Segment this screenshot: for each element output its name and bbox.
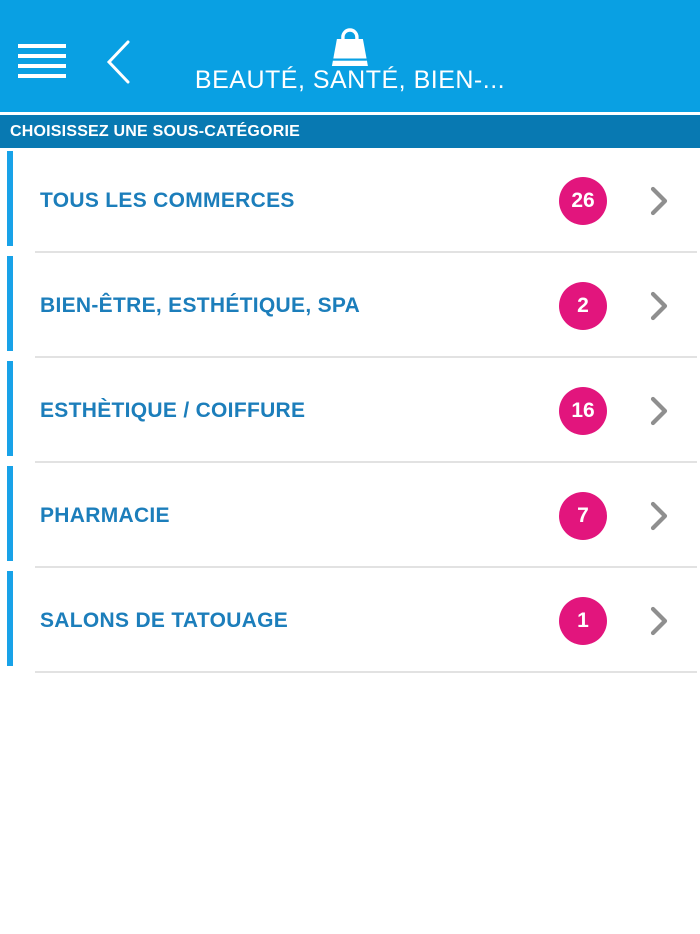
- accent-bar: [7, 466, 13, 561]
- count-badge: 26: [559, 177, 607, 225]
- subcategory-banner: [0, 115, 700, 148]
- list-item-label: SALONS DE TATOUAGE: [40, 608, 289, 632]
- list-item[interactable]: [0, 358, 700, 463]
- list-item[interactable]: [0, 253, 700, 358]
- accent-bar: [7, 151, 13, 246]
- subcategory-list: [0, 148, 700, 673]
- chevron-right-icon: [649, 290, 670, 322]
- shopping-bag-icon: [327, 25, 373, 67]
- page-title: BEAUTÉ, SANTÉ, BIEN-...: [194, 66, 506, 94]
- list-item[interactable]: [0, 568, 700, 673]
- accent-bar: [7, 361, 13, 456]
- hamburger-bar: [18, 54, 66, 58]
- header-title-group: [195, 25, 505, 95]
- list-item-label: BIEN-ÊTRE, ESTHÉTIQUE, SPA: [40, 293, 361, 317]
- hamburger-bar: [18, 44, 66, 48]
- subcategory-banner-label: CHOISISSEZ UNE SOUS-CATÉGORIE: [10, 122, 300, 140]
- chevron-right-icon: [649, 395, 670, 427]
- count-badge: 2: [559, 282, 607, 330]
- count-badge: 16: [559, 387, 607, 435]
- chevron-right-icon: [649, 500, 670, 532]
- back-chevron-icon[interactable]: [103, 39, 133, 87]
- list-item-label: PHARMACIE: [40, 503, 170, 527]
- list-item-label: TOUS LES COMMERCES: [40, 188, 295, 212]
- count-badge: 7: [559, 492, 607, 540]
- app-header: [0, 0, 700, 112]
- chevron-right-icon: [649, 605, 670, 637]
- list-item-label: ESTHÈTIQUE / COIFFURE: [40, 398, 306, 422]
- list-item[interactable]: [0, 463, 700, 568]
- list-item[interactable]: [0, 148, 700, 253]
- accent-bar: [7, 256, 13, 351]
- accent-bar: [7, 571, 13, 666]
- chevron-right-icon: [649, 185, 670, 217]
- hamburger-bar: [18, 74, 66, 78]
- count-badge: 1: [559, 597, 607, 645]
- hamburger-bar: [18, 64, 66, 68]
- hamburger-menu-icon[interactable]: [18, 44, 66, 78]
